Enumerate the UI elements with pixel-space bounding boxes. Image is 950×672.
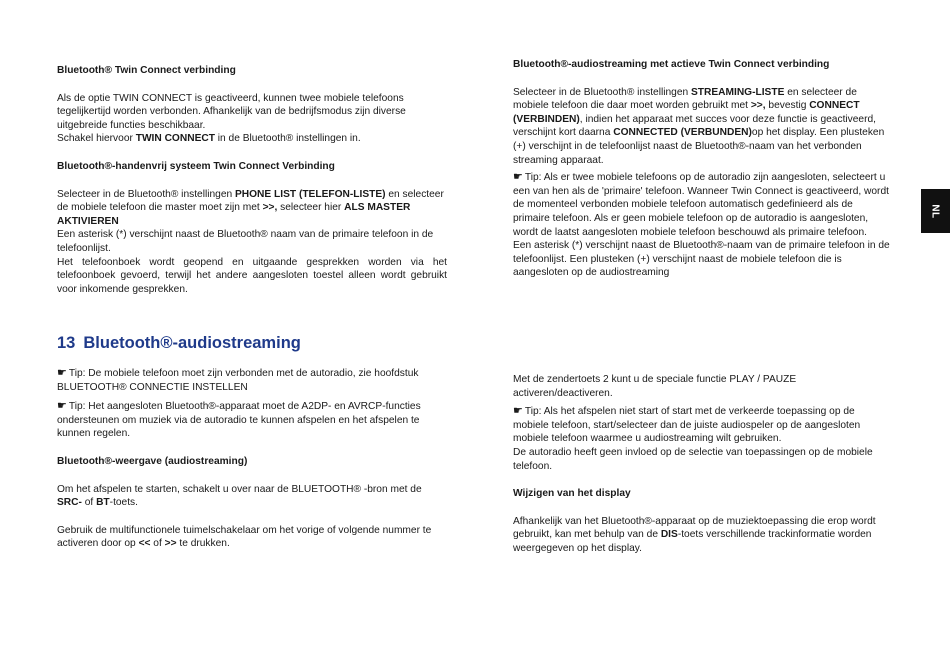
pointing-hand-icon: ☛ — [57, 367, 67, 379]
playback-start-text: Om het afspelen te starten, schakelt u over naar de BLUETOOTH® -bron met de SRC- of BT-toets. — [57, 483, 422, 509]
twin-connect-heading: Bluetooth® Twin Connect verbinding — [57, 65, 236, 76]
app-selection-note: De autoradio heeft geen invloed op de selectie van toepassingen op de mobiele telefoon. — [513, 446, 873, 472]
display-change-text: Afhankelijk van het Bluetooth®-apparaat op de muziektoepassing die erop wordt gebruikt, kan met behulp van de DIS-toets verschillende trackinformatie worden weergegeven op het display. — [513, 515, 876, 554]
pointing-hand-icon: ☛ — [57, 400, 67, 413]
audiostreaming-right-column — [513, 373, 891, 556]
section-title-text: Bluetooth®-audiostreaming — [83, 334, 301, 352]
streaming-twin-instruction: Selecteer in de Bluetooth® instellingen STREAMING-LISTE en selecteer de mobiele telefoon die daar moet worden gebruikt met >>, bevestig CONNECT (VERBINDEN), indien het apparaat met succes voor deze functie is geactiveerd, verschijnt kort daarna CONNECTED (VERBUNDEN)op het display. Een plusteken (+) verschijnt in de telefoonlijst naast de Bluetooth®-naam van het verbonden streaming apparaat. — [513, 86, 885, 166]
language-tab — [921, 189, 950, 233]
handsfree-instruction: Selecteer in de Bluetooth® instellingen PHONE LIST (TELEFON-LISTE) en selecteer de mobiele telefoon die master moet zijn met >>, selecteer hier ALS MASTER AKTIVIEREN — [57, 188, 444, 227]
pointing-hand-icon: ☛ — [513, 405, 523, 418]
right-column — [513, 58, 891, 280]
section-number: 13 — [57, 334, 76, 352]
left-column — [57, 64, 447, 296]
twin-connect-instruction: Schakel hiervoor TWIN CONNECT in de Bluetooth® instellingen in. — [57, 133, 361, 145]
tip-connect: ☛ Tip: De mobiele telefoon moet zijn verbonden met de autoradio, zie hoofdstuk BLUETOOTH® CONNECTIE INSTELLEN — [57, 367, 419, 393]
display-change-heading: Wijzigen van het display — [513, 488, 631, 500]
twin-connect-text — [57, 92, 447, 146]
pointing-hand-icon: ☛ — [513, 171, 523, 184]
handsfree-phonebook-note: Het telefoonboek wordt geopend en uitgaande gesprekken worden via het telefoonboek gevoerd, terwijl het andere aangesloten toestel alleen wordt gebruikt voor inkomende gesprekken. — [57, 256, 447, 295]
play-pause-text: Met de zendertoets 2 kunt u de speciale functie PLAY / PAUZE activeren/deactiveren. — [513, 374, 797, 399]
streaming-plus-note: Een asterisk (*) verschijnt naast de Bluetooth®-naam van de primaire telefoon in de telefoonlijst. Een plusteken (+) verschijnt naast de mobiele telefoon die is aangesloten op de audiostreaming — [513, 240, 890, 279]
wrong-app-tip: ☛ Tip: Als het afspelen niet start of start met de verkeerde toepassing op de mobiele telefoon, start/selecteer dan de juiste audiospeler op de aangesloten mobiele telefoon waarmee u audiostreaming wilt gebruiken. — [513, 405, 861, 445]
playback-skip-text: Gebruik de multifunctionele tuimelschakelaar om het vorige of volgende nummer te activeren door op << of >> te drukken. — [57, 524, 432, 550]
handsfree-text — [57, 188, 447, 297]
primary-phone-tip: ☛ Tip: Als er twee mobiele telefoons op de autoradio zijn aangesloten, selecteert u een van hen als de 'primaire' telefoon. Wanneer Twin Connect is geactiveerd, wordt de momenteel verbonden mobiele telefoon automatisch gedefinieerd als de primaire telefoon. Als er geen mobiele telefoon op de autoradio is aangesloten, wordt de laatst aangesloten mobiele telefoon beschouwd als primaire telefoon. — [513, 171, 889, 238]
tip-a2dp: ☛ Tip: Het aangesloten Bluetooth®-apparaat moet de A2DP- en AVRCP-functies ondersteunen om muziek via de autoradio te kunnen afspelen en het afspelen te kunnen regelen. — [57, 400, 421, 440]
audiostreaming-left-column — [57, 367, 447, 551]
handsfree-asterisk-note: Een asterisk (*) verschijnt naast de Bluetooth® naam van de primaire telefoon in de telefoonlijst. — [57, 229, 434, 254]
section-title — [57, 334, 301, 353]
language-tab-label: NL — [930, 203, 941, 219]
handsfree-heading: Bluetooth®-handenvrij systeem Twin Connect Verbinding — [57, 160, 335, 172]
streaming-twin-heading: Bluetooth®-audiostreaming met actieve Twin Connect verbinding — [513, 59, 830, 70]
twin-connect-paragraph: Als de optie TWIN CONNECT is geactiveerd, kunnen twee mobiele telefoons tegelijkertijd worden verbonden. Afhankelijk van de bedrijfsmodus zijn diverse uitgebreide functies beschikbaar. — [57, 92, 406, 131]
playback-heading: Bluetooth®-weergave (audiostreaming) — [57, 455, 248, 467]
